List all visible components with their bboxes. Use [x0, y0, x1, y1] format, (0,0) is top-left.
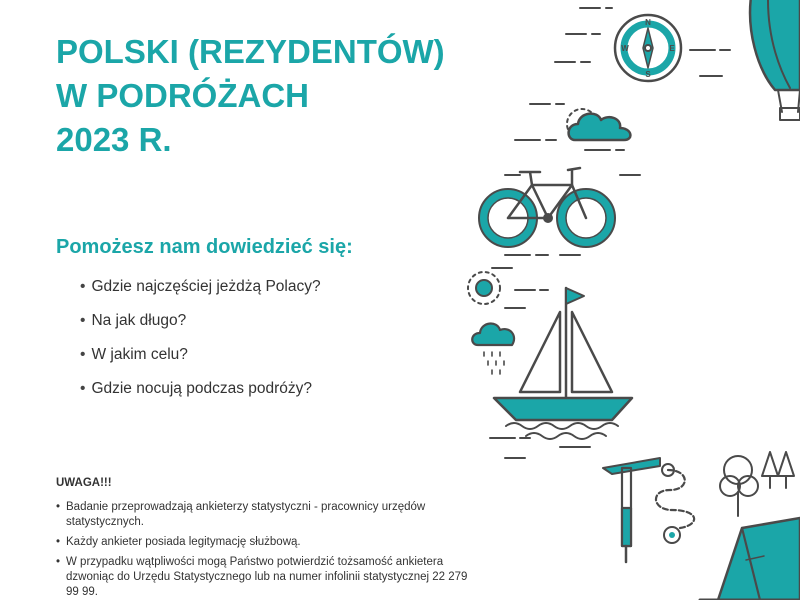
rain-cloud-icon: [472, 324, 514, 374]
title-line-3: 2023 R.: [56, 121, 172, 158]
hot-air-balloon-icon: [750, 0, 800, 120]
ice-axe-icon: [603, 458, 660, 562]
title-line-1: POLSKI (REZYDENTÓW): [56, 33, 445, 70]
cloud-icon: [567, 109, 630, 140]
notice-item: • Badanie przeprowadzają ankieterzy statystyczni - pracownicy urzędów statystycznych.: [56, 500, 476, 530]
trees-icon: [720, 452, 794, 516]
question-item: • Gdzie nocują podczas podróży?: [80, 378, 321, 412]
notice-title: UWAGA!!!: [56, 477, 112, 489]
sun-icon: [468, 272, 500, 304]
notice-item: • Każdy ankieter posiada legitymację służbową.: [56, 535, 476, 550]
bicycle-icon: [479, 168, 615, 247]
compass-letter-n: N: [645, 18, 651, 27]
compass-letter-e: E: [669, 44, 675, 53]
tent-icon: [700, 518, 800, 600]
question-item: • Gdzie najczęściej jeżdżą Polacy?: [80, 276, 321, 310]
question-item: • Na jak długo?: [80, 310, 321, 344]
compass-letter-w: W: [621, 44, 629, 53]
help-heading: Pomożesz nam dowiedzieć się:: [56, 236, 353, 258]
trail-map-icon: [656, 464, 694, 543]
question-item: • W jakim celu?: [80, 344, 321, 378]
notice-item: • W przypadku wątpliwości mogą Państwo potwierdzić tożsamość ankietera dzwoniąc do Urzędu Statystycznego lub na numer infolinii statystycznej 22 279 99 99.: [56, 555, 476, 600]
sailboat-icon: [494, 288, 632, 439]
compass-letter-s: S: [645, 70, 651, 79]
title-line-2: W PODRÓŻACH: [56, 77, 309, 114]
